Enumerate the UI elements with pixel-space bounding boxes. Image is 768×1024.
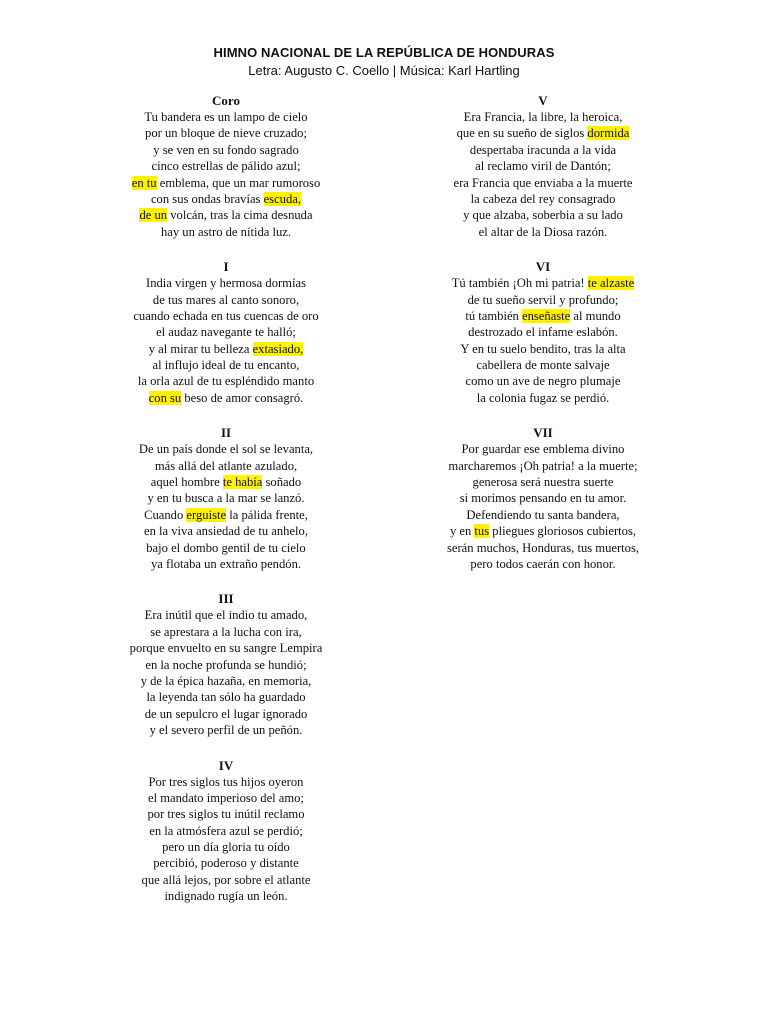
anthem-credits: Letra: Augusto C. Coello | Música: Karl Hartling [248,63,520,78]
verse-text: y en tu busca a la mar se lanzó. [147,491,305,506]
verse-line [114,790,338,806]
verse-line [114,275,338,291]
verse-line [114,308,338,324]
verse-text: cinco estrellas de pálido azul; [151,159,301,174]
verse-text: de un sepulcro el lugar ignorado [144,706,308,721]
verse-line [432,556,654,572]
verse-text: la colonia fugaz se perdió. [476,390,610,405]
verse-line [114,474,338,490]
verse-text: tú también [465,308,523,323]
stanza [114,424,338,572]
verse-line [114,441,338,457]
verse-text: indignado rugía un león. [164,889,288,904]
verse-text: al influjo ideal de tu encanto, [152,358,300,373]
verse-line [114,109,338,125]
verse-text: y al mirar tu belleza [148,341,253,356]
verse-text: en la viva ansiedad de tu anhelo, [143,524,308,539]
verse-line [114,224,338,240]
highlighted-word: dormida [587,126,630,141]
verse-text: en la atmósfera azul se perdió; [149,823,303,838]
verse-line [432,474,654,490]
verse-line [432,142,654,158]
stanza [432,424,654,572]
verse-line [114,640,338,656]
highlighted-word: de un [139,208,168,223]
verse-line [114,823,338,839]
highlighted-word: en tu [131,175,157,190]
verse-line [432,441,654,457]
verse-line [432,458,654,474]
verse-line [114,490,338,506]
verse-text: despertaba iracunda a la vida [469,142,617,157]
verse-text: la leyenda tan sólo ha guardado [146,690,306,705]
verse-text: pero un día gloria tu oído [162,840,290,855]
verse-line [114,774,338,790]
stanza [114,92,338,240]
verse-line [114,373,338,389]
verse-text: Era inútil que el indio tu amado, [144,608,308,623]
verse-text: generosa será nuestra suerte [472,475,614,490]
verse-line [114,888,338,904]
verse-line [114,540,338,556]
verse-line [432,109,654,125]
stanza [114,757,338,905]
verse-text: cuando echada en tus cuencas de oro [133,308,319,323]
verse-text: al reclamo viril de Dantón; [475,159,611,174]
verse-text: serán muchos, Honduras, tus muertos, [446,540,640,555]
stanza-title: III [218,591,234,607]
verse-text: Por tres siglos tus hijos oyeron [148,774,304,789]
stanza-title: Coro [212,93,240,108]
verse-line [114,507,338,523]
verse-text: aquel hombre [150,475,223,490]
highlighted-word: con su [148,390,182,405]
verse-text: si morimos pensando en tu amor. [459,491,627,506]
verse-text: de tu sueño servil y profundo; [467,292,619,307]
verse-line [432,390,654,406]
verse-text: con sus ondas bravías [150,191,264,206]
verse-line [432,292,654,308]
verse-line [432,224,654,240]
verse-line [432,324,654,340]
verse-line [114,191,338,207]
verse-text: Era Francia, la libre, la heroica, [463,110,623,124]
verse-text: y el severo perfil de un peñón. [149,723,303,738]
verse-text: el mandato imperioso del amo; [148,790,304,805]
verse-line [432,125,654,141]
verse-line [432,507,654,523]
stanza-title: I [223,259,229,275]
verse-line [114,324,338,340]
stanza [432,92,654,240]
verse-line [114,806,338,822]
verse-text: percibió, poderoso y distante [153,856,299,871]
verse-line [114,142,338,158]
verse-text: se aprestara a la lucha con ira, [150,624,302,639]
verse-line [432,357,654,373]
verse-line [114,207,338,223]
verse-line [114,175,338,191]
verse-line [114,624,338,640]
verse-line [114,390,338,406]
verse-text: en la noche profunda se hundió; [145,657,307,672]
verse-text: y que alzaba, soberbia a su lado [463,208,623,223]
verse-text: Tú también ¡Oh mi patria! [451,276,588,291]
verse-text: India virgen y hermosa dormías [146,276,306,291]
verse-text: la cabeza del rey consagrado [470,191,616,206]
verse-text: bajo el dombo gentil de tu cielo [146,540,306,555]
verse-line [114,839,338,855]
verse-text: pliegues gloriosos cubiertos, [489,524,637,539]
verse-text: la pálida frente, [226,507,308,522]
verse-text: por tres siglos tu inútil reclamo [147,807,305,822]
verse-text: De un país donde el sol se levanta, [138,442,314,457]
stanza-title: IV [218,757,234,773]
verse-line [114,556,338,572]
verse-text: Por guardar ese emblema divino [461,442,625,457]
stanza [114,258,338,406]
stanza-title: V [538,93,548,108]
verse-text: como un ave de negro plumaje [465,374,621,389]
highlighted-word: te alzaste [587,276,635,291]
verse-line [432,540,654,556]
verse-line [114,158,338,174]
verse-text: que en su sueño de siglos [456,126,588,141]
verse-text: porque envuelto en su sangre Lempira [129,641,323,656]
verse-text: Defendiendo tu santa bandera, [466,507,620,522]
verse-line [114,125,338,141]
verse-text: y en [449,524,475,539]
verse-text: Y en tu suelo bendito, tras la alta [460,341,626,356]
verse-line [114,357,338,373]
verse-line [432,275,654,291]
stanza-title: VII [533,425,553,441]
anthem-title: HIMNO NACIONAL DE LA REPÚBLICA DE HONDURAS [213,45,555,60]
stanza-title: VI [535,259,551,275]
verse-text: que allá lejos, por sobre el atlante [141,872,311,887]
verse-line [114,341,338,357]
stanza-title: II [220,425,232,441]
verse-text: Cuando [144,507,187,522]
verse-line [432,523,654,539]
highlighted-word: escuda, [263,191,302,206]
verse-line [432,191,654,207]
verse-text: más allá del atlante azulado, [154,458,298,473]
highlighted-word: te había [222,475,263,490]
verse-line [114,706,338,722]
left-column [114,92,338,923]
verse-text: marcharemos ¡Oh patria! a la muerte; [448,458,638,473]
verse-text: Tu bandera es un lampo de cielo [144,110,308,124]
stanza [432,258,654,406]
verse-text: pero todos caerán con honor. [470,556,616,571]
verse-text: cabellera de monte salvaje [476,358,610,373]
verse-text: de tus mares al canto sonoro, [152,292,300,307]
verse-line [432,207,654,223]
verse-line [114,657,338,673]
verse-text: y se ven en su fondo sagrado [153,142,299,157]
verse-line [432,308,654,324]
document-header [0,44,768,80]
verse-text: el altar de la Diosa razón. [478,224,608,239]
highlighted-word: enseñaste [522,308,571,323]
highlighted-word: tus [474,524,490,539]
verse-line [114,607,338,623]
verse-text: la orla azul de tu espléndido manto [137,374,315,389]
verse-line [432,158,654,174]
verse-text: volcán, tras la cima desnuda [167,208,313,223]
stanza [114,590,338,738]
verse-text: beso de amor consagró. [181,390,304,405]
verse-text: al mundo [570,308,621,323]
verse-text: ya flotaba un extraño pendón. [150,556,302,571]
highlighted-word: extasiado, [252,341,304,356]
verse-text: soñado [262,475,302,490]
verse-text: era Francia que enviaba a la muerte [453,175,633,190]
verse-text: destrozado el infame eslabón. [468,325,618,340]
verse-line [432,490,654,506]
verse-line [114,292,338,308]
verse-line [114,689,338,705]
verse-line [432,373,654,389]
verse-line [432,175,654,191]
verse-line [432,341,654,357]
verse-text: emblema, que un mar rumoroso [156,175,321,190]
verse-line [114,523,338,539]
verse-line [114,855,338,871]
verse-text: hay un astro de nítida luz. [160,224,292,239]
verse-line [114,872,338,888]
verse-line [114,673,338,689]
verse-text: el audaz navegante te halló; [156,325,296,340]
verse-text: por un bloque de nieve cruzado; [145,126,307,141]
verse-text: y de la épica hazaña, en memoria, [140,673,312,688]
right-column [432,92,654,590]
verse-line [114,458,338,474]
highlighted-word: erguiste [186,507,227,522]
verse-line [114,722,338,738]
